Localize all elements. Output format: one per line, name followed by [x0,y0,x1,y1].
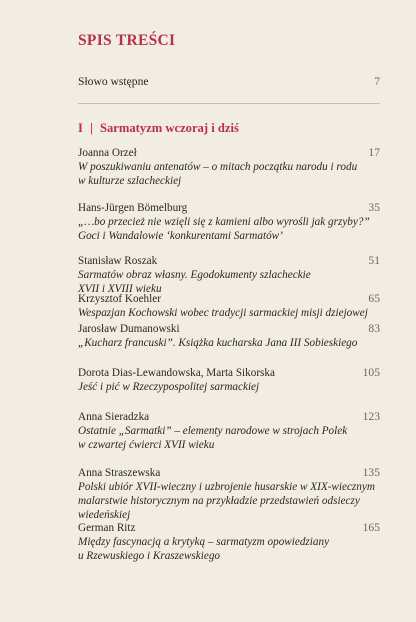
entry-author: Jarosław Dumanowski [78,323,180,335]
entry-title-line: w kulturze szlacheckiej [78,175,182,187]
section-title: Sarmatyzm wczoraj i dziś [100,121,239,135]
entry-title-line: XVII i XVIII wieku [78,283,162,295]
entry-title-line: w czwartej ćwierci XVII wieku [78,439,215,451]
foreword-page-number: 7 [374,75,380,88]
entry-page-number: 17 [368,146,380,159]
entry-author: Anna Sieradzka [78,411,150,423]
entry-page-number: 123 [362,410,380,423]
toc-entry [78,322,380,350]
entry-page-number: 65 [368,292,380,305]
toc-entry [78,521,380,563]
toc-entry [78,366,380,394]
entry-page-number: 35 [368,201,380,214]
toc-entry [78,146,380,188]
entry-title-line: Sarmatów obraz własny. Egodokumenty szlacheckie [78,269,311,281]
entry-title-line: „…bo przecież nie wzięli się z kamieni albo wyrośli jak grzyby?” [78,216,370,228]
entry-author: Dorota Dias-Lewandowska, Marta Sikorska [78,367,275,379]
entry-title-line: Jeść i pić w Rzeczypospolitej sarmackiej [78,381,260,393]
entry-author: Anna Straszewska [78,467,161,479]
entry-title-line: „Kucharz francuski”. Książka kucharska Jana III Sobieskiego [78,337,358,349]
section-number: I [78,121,83,135]
entry-title-line: u Rzewuskiego i Kraszewskiego [78,550,221,562]
entry-author: Joanna Orzeł [78,147,137,159]
entry-page-number: 51 [368,254,380,267]
entry-title-line: Wespazjan Kochowski wobec tradycji sarmackiej misji dziejowej [78,307,368,319]
entry-page-number: 105 [362,366,380,379]
entry-author: Hans-Jürgen Bömelburg [78,202,188,214]
entry-title-line: Goci i Wandalowie ‘konkurentami Sarmatów’ [78,230,283,242]
entry-title-line: W poszukiwaniu antenatów – o mitach początku narodu i rodu [78,161,358,173]
entry-author: German Ritz [78,522,136,534]
entry-author: Krzysztof Koehler [78,293,161,305]
page-title: SPIS TREŚCI [78,32,176,49]
foreword-entry [78,75,380,88]
section-heading [78,121,239,136]
entry-page-number: 165 [362,521,380,534]
entry-title-line: Polski ubiór XVII-wieczny i uzbrojenie husarskie w XIX-wiecznym [78,481,375,493]
toc-entry [78,410,380,452]
toc-entry [78,466,380,522]
entry-title-line: Między fascynacją a krytyką – sarmatyzm opowiedziany [78,536,330,548]
entry-title-line: malarstwie historycznym na przykładzie przedstawień odsieczy wiedeńskiej [78,495,360,521]
entry-page-number: 135 [362,466,380,479]
entry-author: Stanisław Roszak [78,255,158,267]
foreword-label: Słowo wstępne [78,75,149,88]
toc-entry [78,254,380,296]
toc-entry [78,292,380,320]
section-separator: | [90,121,93,135]
entry-page-number: 83 [368,322,380,335]
entry-title-line: Ostatnie „Sarmatki” – elementy narodowe w strojach Polek [78,425,348,437]
toc-entry [78,201,380,243]
divider [78,103,380,104]
